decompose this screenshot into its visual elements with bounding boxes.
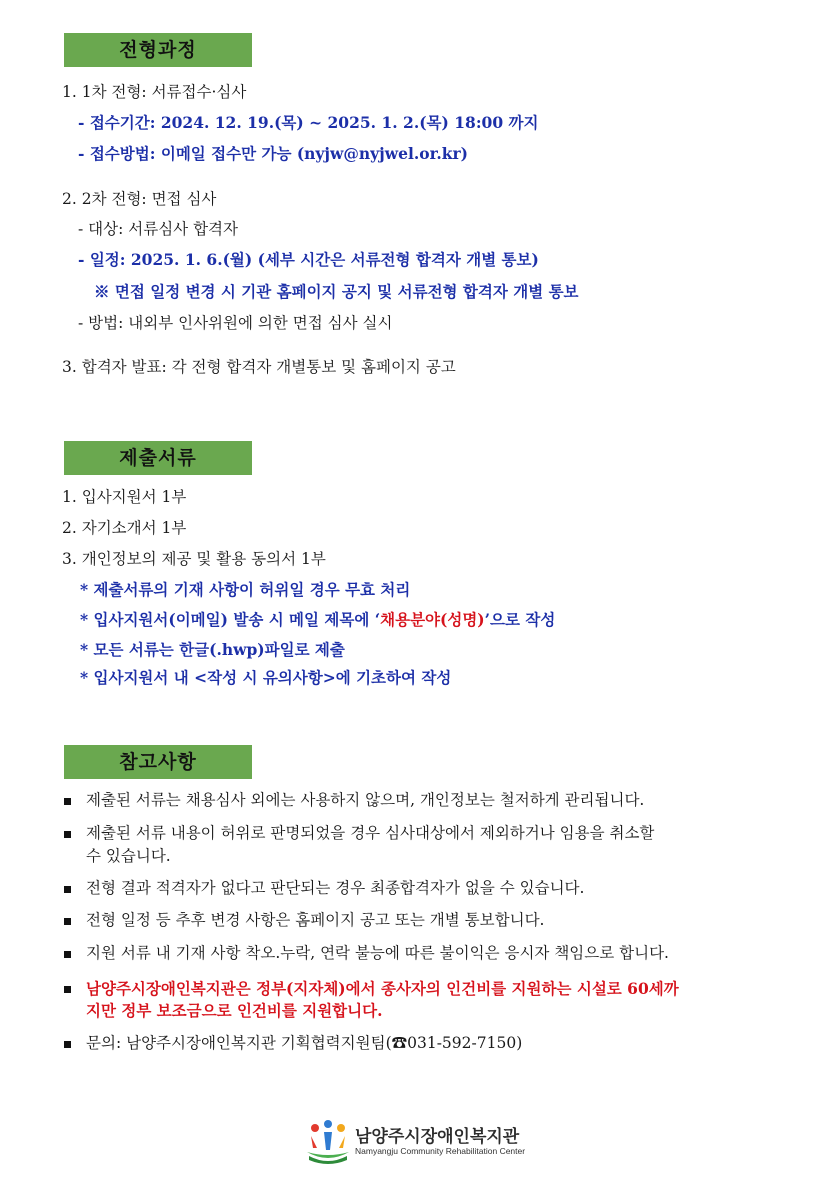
bullet-square-icon — [64, 831, 71, 838]
bullet-square-icon — [64, 798, 71, 805]
section-header-notes: 참고사항 — [64, 745, 252, 779]
document-note-4: * 입사지원서 내 <작성 시 유의사항>에 기초하여 작성 — [80, 668, 452, 687]
document-note-2-suffix: ’으로 작성 — [484, 610, 556, 629]
process-step-2-schedule: - 일정: 2025. 1. 6.(월) (세부 시간은 서류전형 합격자 개별 통보) — [78, 250, 539, 269]
document-note-3: * 모든 서류는 한글(.hwp)파일로 제출 — [80, 640, 345, 659]
note-item-6-line-2: 지만 정부 보조금으로 인건비를 지원합니다. — [86, 1001, 383, 1020]
bullet-square-icon — [64, 886, 71, 893]
process-step-2-note: ※ 면접 일정 변경 시 기관 홈페이지 공지 및 서류전형 합격자 개별 통보 — [94, 282, 579, 301]
note-item-5: 지원 서류 내 기재 사항 착오.누락, 연락 불능에 따른 불이익은 응시자 책임으로 합니다. — [86, 944, 669, 962]
process-step-1-method: - 접수방법: 이메일 접수만 가능 (nyjw@nyjwel.or.kr) — [78, 144, 468, 163]
document-item-1: 1. 입사지원서 1부 — [62, 488, 187, 506]
document-note-1: * 제출서류의 기재 사항이 허위일 경우 무효 처리 — [80, 580, 411, 599]
process-step-3: 3. 합격자 발표: 각 전형 합격자 개별통보 및 홈페이지 공고 — [62, 358, 456, 376]
note-item-6-line-1: 남양주시장애인복지관은 정부(지자체)에서 종사자의 인건비를 지원하는 시설로 60세까 — [86, 979, 679, 998]
footer-logo — [305, 1118, 545, 1164]
process-step-1: 1. 1차 전형: 서류접수·심사 — [62, 83, 247, 101]
note-item-4: 전형 일정 등 추후 변경 사항은 홈페이지 공고 또는 개별 통보합니다. — [86, 911, 545, 929]
bullet-square-icon — [64, 986, 71, 993]
note-item-2-line-1: 제출된 서류 내용이 허위로 판명되었을 경우 심사대상에서 제외하거나 임용을 취소할 — [86, 824, 655, 842]
section-header-process: 전형과정 — [64, 33, 252, 67]
org-logo-icon — [305, 1118, 351, 1164]
process-step-2-target: - 대상: 서류심사 합격자 — [78, 220, 238, 238]
org-name-english: Namyangju Community Rehabilitation Center — [355, 1146, 526, 1156]
process-step-1-period: - 접수기간: 2024. 12. 19.(목) ~ 2025. 1. 2.(목) 18:00 까지 — [78, 113, 539, 132]
document-note-2 — [80, 610, 555, 630]
note-item-contact: 문의: 남양주시장애인복지관 기획협력지원팀(☎031-592-7150) — [86, 1034, 523, 1052]
note-item-3: 전형 결과 적격자가 없다고 판단되는 경우 최종합격자가 없을 수 있습니다. — [86, 879, 585, 897]
bullet-square-icon — [64, 951, 71, 958]
section-header-documents: 제출서류 — [64, 441, 252, 475]
document-item-2: 2. 자기소개서 1부 — [62, 519, 187, 537]
bullet-square-icon — [64, 1041, 71, 1048]
org-name: 남양주시장애인복지관 — [355, 1127, 520, 1147]
document-item-3: 3. 개인정보의 제공 및 활용 동의서 1부 — [62, 550, 326, 568]
document-note-2-prefix: * 입사지원서(이메일) 발송 시 메일 제목에 ‘ — [80, 610, 381, 629]
process-step-2: 2. 2차 전형: 면접 심사 — [62, 190, 217, 208]
note-item-2-line-2: 수 있습니다. — [86, 847, 171, 865]
bullet-square-icon — [64, 918, 71, 925]
document-note-2-highlight: 채용분야(성명) — [380, 610, 485, 629]
note-item-1: 제출된 서류는 채용심사 외에는 사용하지 않으며, 개인정보는 철저하게 관리됩니다. — [86, 791, 645, 809]
process-step-2-method: - 방법: 내외부 인사위원에 의한 면접 심사 실시 — [78, 314, 393, 332]
